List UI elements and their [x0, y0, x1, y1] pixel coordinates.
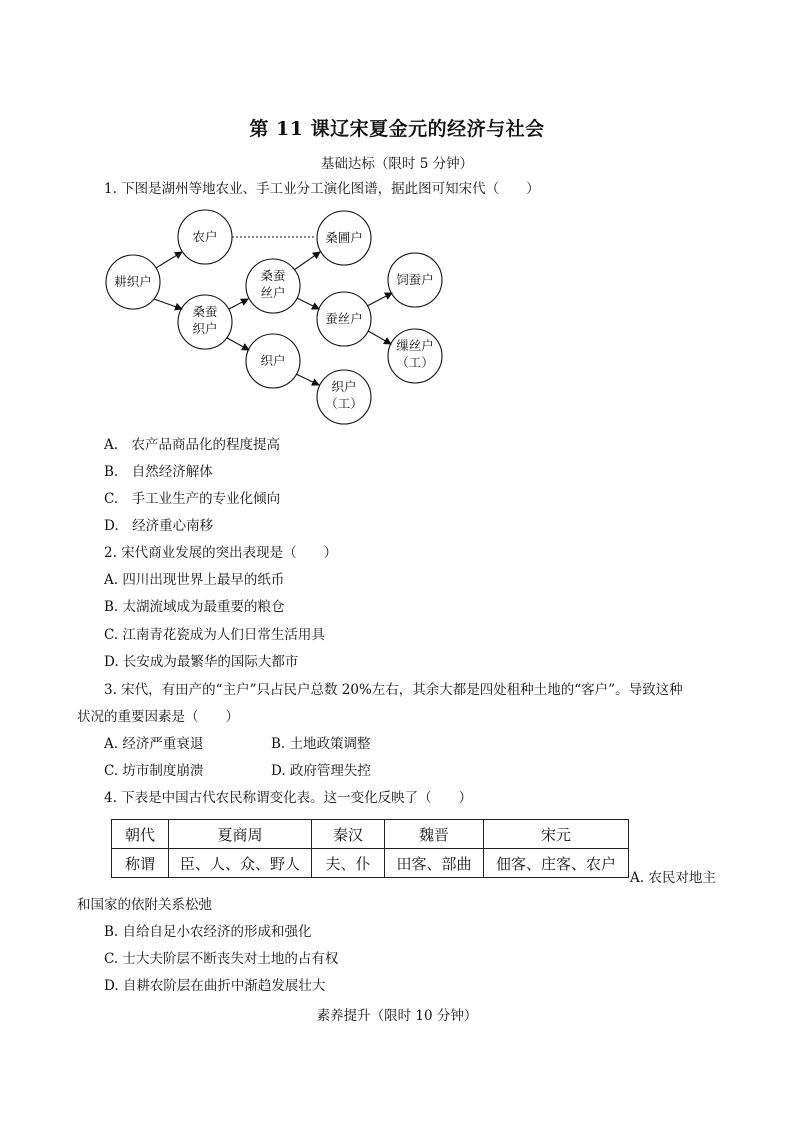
table-row — [112, 849, 629, 878]
section-heading-basic: 基础达标（限时 5 分钟） — [320, 156, 474, 172]
question-3-option-a: A. 经济严重衰退 — [104, 736, 204, 752]
table-cell: 称谓 — [112, 849, 169, 878]
question-1-option-d: D. 经济重心南移 — [104, 518, 214, 534]
node-label: 缫丝户 — [396, 338, 434, 353]
node-label: 农户 — [192, 229, 218, 244]
node-label: 桑蚕 — [260, 268, 286, 283]
question-3-option-b: B. 土地政策调整 — [271, 736, 371, 752]
question-2-option-b: B. 太湖流域成为最重要的粮仓 — [104, 599, 285, 615]
node-label: 织户 — [331, 379, 357, 394]
table-cell: 夏商周 — [169, 820, 312, 849]
node-label: 织户 — [192, 321, 218, 336]
arrow — [296, 374, 319, 385]
table-cell: 宋元 — [484, 820, 629, 849]
arrow — [367, 293, 392, 306]
table-cell: 朝代 — [112, 820, 169, 849]
question-3-stem: 3. 宋代，有田产的“主户”只占民户总数 20%左右，其余大都是四处租种土地的“客户”。导致这种 — [104, 682, 683, 698]
node-label: 织户 — [260, 353, 286, 368]
arrow — [368, 331, 391, 344]
table-cell: 秦汉 — [312, 820, 385, 849]
question-1-option-c: C. 手工业生产的专业化倾向 — [104, 491, 281, 507]
question-4-stem: 4. 下表是中国古代农民称谓变化表。这一变化反映了（ ） — [104, 790, 473, 806]
node-label: 蚕丝户 — [325, 311, 363, 326]
arrow — [156, 252, 182, 268]
question-4-option-c: C. 士大夫阶层不断丧失对土地的占有权 — [104, 951, 339, 967]
arrow — [297, 298, 319, 309]
question-3-option-c: C. 坊市制度崩溃 — [104, 763, 204, 779]
question-3-stem-continued: 状况的重要因素是（ ） — [77, 709, 239, 725]
question-4-option-b: B. 自给自足小农经济的形成和强化 — [104, 924, 312, 940]
question-4-option-d: D. 自耕农阶层在曲折中渐趋发展壮大 — [104, 978, 326, 994]
question-1-stem: 1. 下图是湖州等地农业、手工业分工演化图谱，据此图可知宋代（ ） — [104, 181, 540, 197]
question-2-option-c: C. 江南青花瓷成为人们日常生活用具 — [104, 627, 325, 643]
page-title: 第 11 课辽宋夏金元的经济与社会 — [249, 118, 545, 140]
node-label: 耕织户 — [114, 274, 152, 289]
node-label: 饲蚕户 — [396, 272, 434, 287]
question-1-option-b: B. 自然经济解体 — [104, 464, 213, 480]
farmer-title-table — [111, 819, 629, 878]
table-header-row — [112, 820, 629, 849]
question-2-option-a: A. 四川出现世界上最早的纸币 — [104, 572, 285, 588]
node-label: 桑蚕 — [192, 304, 218, 319]
table-cell: 夫、仆 — [312, 849, 385, 878]
table-cell: 魏晋 — [385, 820, 484, 849]
node-label: 桑圃户 — [325, 230, 363, 245]
division-of-labor-diagram — [96, 205, 456, 427]
table-cell: 田客、部曲 — [385, 849, 484, 878]
node-label: （工） — [325, 396, 363, 411]
question-2-option-d: D. 长安成为最繁华的国际大都市 — [104, 654, 299, 670]
table-cell: 臣、人、众、野人 — [169, 849, 312, 878]
arrow — [229, 299, 248, 309]
arrow — [227, 338, 249, 350]
question-4-option-a: A. 农民对地主 — [630, 870, 716, 886]
question-1-option-a: A. 农产品商品化的程度提高 — [104, 437, 281, 453]
section-heading-advanced: 素养提升（限时 10 分钟） — [316, 1008, 478, 1024]
node-label: （工） — [396, 355, 434, 370]
table-cell: 佃客、庄客、农户 — [484, 849, 629, 878]
question-2-stem: 2. 宋代商业发展的突出表现是（ ） — [104, 545, 338, 561]
arrow — [294, 252, 320, 270]
question-3-option-d: D. 政府管理失控 — [271, 763, 371, 779]
node-label: 丝户 — [260, 285, 286, 300]
question-4-option-a-continued: 和国家的依附关系松弛 — [77, 897, 212, 913]
arrow — [154, 299, 182, 309]
